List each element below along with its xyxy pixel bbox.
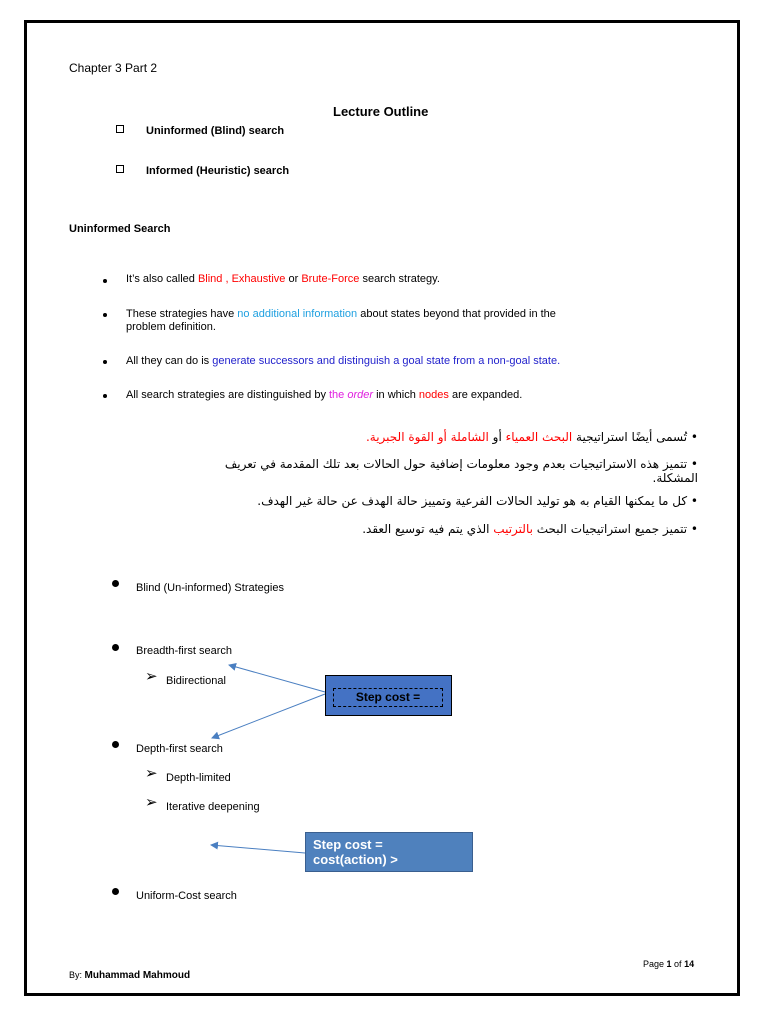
strategy-bidirectional: Bidirectional bbox=[166, 675, 226, 687]
arrow-bullet-icon: ➢ bbox=[145, 794, 158, 811]
bullet-also-called: It’s also called Blind , Exhaustive or Brute-Force search strategy. bbox=[126, 273, 440, 285]
bullet-generate: All they can do is generate successors and distinguish a goal state from a non-goal state. bbox=[126, 355, 561, 367]
step-cost-label: Step cost = bbox=[333, 688, 443, 707]
strategy-iterative: Iterative deepening bbox=[166, 801, 260, 813]
outline-item-label: Informed (Heuristic) search bbox=[146, 165, 290, 177]
bullet-order: All search strategies are distinguished by the order in which nodes are expanded. bbox=[126, 389, 523, 401]
arrow-bullet-icon: ➢ bbox=[145, 668, 158, 685]
arrow-to-dfs bbox=[212, 694, 325, 738]
chapter-label: Chapter 3 Part 2 bbox=[69, 61, 158, 75]
section-heading: Uninformed Search bbox=[69, 223, 171, 235]
arabic-bullet-1: • تُسمى أيضًا استراتيجية البحث العمياء أو الشاملة أو القوة الجبرية. bbox=[365, 430, 698, 444]
arabic-bullet-3: • كل ما يمكنها القيام به هو توليد الحالات الفرعية وتمييز حالة الهدف عن حالة غير الهدف. bbox=[257, 494, 698, 508]
strategy-blind: Blind (Un-informed) Strategies bbox=[136, 582, 284, 594]
step-cost-callout-2 bbox=[305, 832, 473, 872]
outline-title: Lecture Outline bbox=[333, 104, 429, 119]
bullet-no-info: These strategies have no additional information about states beyond that provided in the problem definition. bbox=[126, 308, 556, 333]
arabic-bullet-2: • تتميز هذه الاستراتيجيات بعدم وجود معلومات إضافية حول الحالات بعد تلك المقدمة في تعريف المشكلة. bbox=[224, 457, 698, 485]
arrow-bullet-icon: ➢ bbox=[145, 765, 158, 782]
arabic-bullet-4: • تتميز جميع استراتيجيات البحث بالترتيب الذي يتم فيه توسيع العقد. bbox=[362, 522, 698, 536]
strategy-dfs: Depth-first search bbox=[136, 743, 223, 755]
outline-item-label: Uninformed (Blind) search bbox=[146, 125, 285, 137]
step-cost-callout-1 bbox=[325, 675, 452, 716]
strategy-depth-limited: Depth-limited bbox=[166, 772, 231, 784]
step-cost-line-1: Step cost = bbox=[313, 837, 383, 852]
page-number: Page 1 of 14 bbox=[643, 959, 695, 969]
arrow-to-iterative bbox=[211, 845, 305, 853]
step-cost-line-2: cost(action) > bbox=[313, 852, 398, 867]
arrow-to-bfs bbox=[229, 665, 325, 692]
footer-author: By: Muhammad Mahmoud bbox=[69, 970, 191, 981]
strategy-ucs: Uniform-Cost search bbox=[136, 890, 237, 902]
strategy-bfs: Breadth-first search bbox=[136, 645, 232, 657]
